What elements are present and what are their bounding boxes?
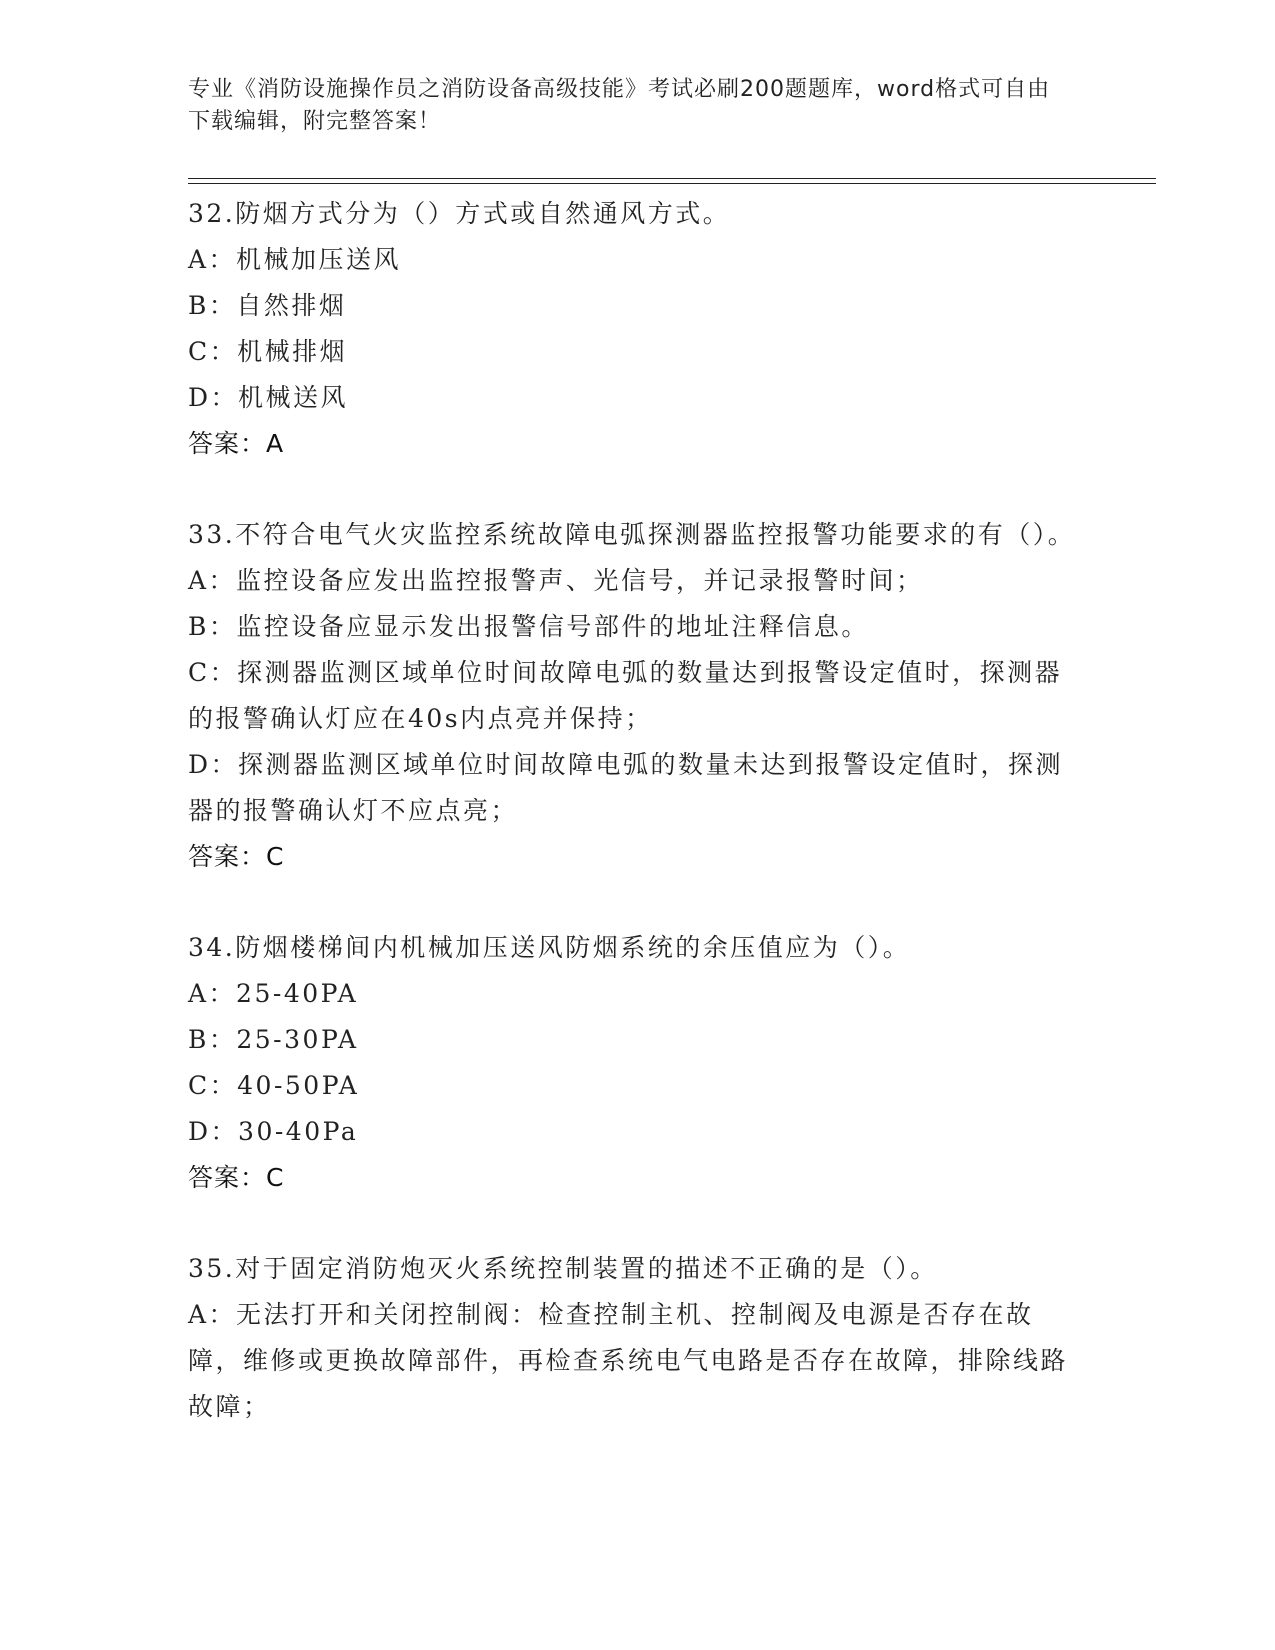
option-d: D：探测器监测区域单位时间故障电弧的数量未达到报警设定值时，探测器的报警确认灯不应点亮； [188,750,1064,825]
option-a: A：25-40PA [188,979,359,1008]
header-divider-top [188,178,1156,179]
option-c: C：机械排烟 [188,337,348,366]
question-stem: 32.防烟方式分为（）方式或自然通风方式。 [188,199,731,228]
option-c: C：40-50PA [188,1071,360,1100]
option-a: A：机械加压送风 [188,245,402,274]
option-a: A：监控设备应发出监控报警声、光信号，并记录报警时间； [188,566,924,595]
option-d: D：机械送风 [188,383,349,412]
header-divider-bottom [188,183,1156,184]
question-32 [188,191,1088,467]
question-stem: 35.对于固定消防炮灭火系统控制装置的描述不正确的是（）。 [188,1254,938,1283]
question-35 [188,1246,1088,1430]
answer: 答案：C [188,842,285,871]
question-list [188,191,1088,1475]
option-b: B：自然排烟 [188,291,347,320]
answer: 答案：C [188,1163,285,1192]
question-stem: 33.不符合电气火灾监控系统故障电弧探测器监控报警功能要求的有（）。 [188,520,1076,549]
option-a: A：无法打开和关闭控制阀：检查控制主机、控制阀及电源是否存在故障，维修或更换故障部件，再检查系统电气电路是否存在故障，排除线路故障； [188,1300,1069,1421]
option-b: B：监控设备应显示发出报警信号部件的地址注释信息。 [188,612,869,641]
option-c: C：探测器监测区域单位时间故障电弧的数量达到报警设定值时，探测器的报警确认灯应在40s内点亮并保持； [188,658,1063,733]
question-33 [188,512,1088,880]
question-34 [188,925,1088,1201]
document-header: 专业《消防设施操作员之消防设备高级技能》考试必刷200题题库，word格式可自由下载编辑，附完整答案！ [188,77,1051,134]
option-b: B：25-30PA [188,1025,359,1054]
option-d: D：30-40Pa [188,1117,359,1146]
answer: 答案：A [188,429,285,458]
question-stem: 34.防烟楼梯间内机械加压送风防烟系统的余压值应为（）。 [188,933,911,962]
